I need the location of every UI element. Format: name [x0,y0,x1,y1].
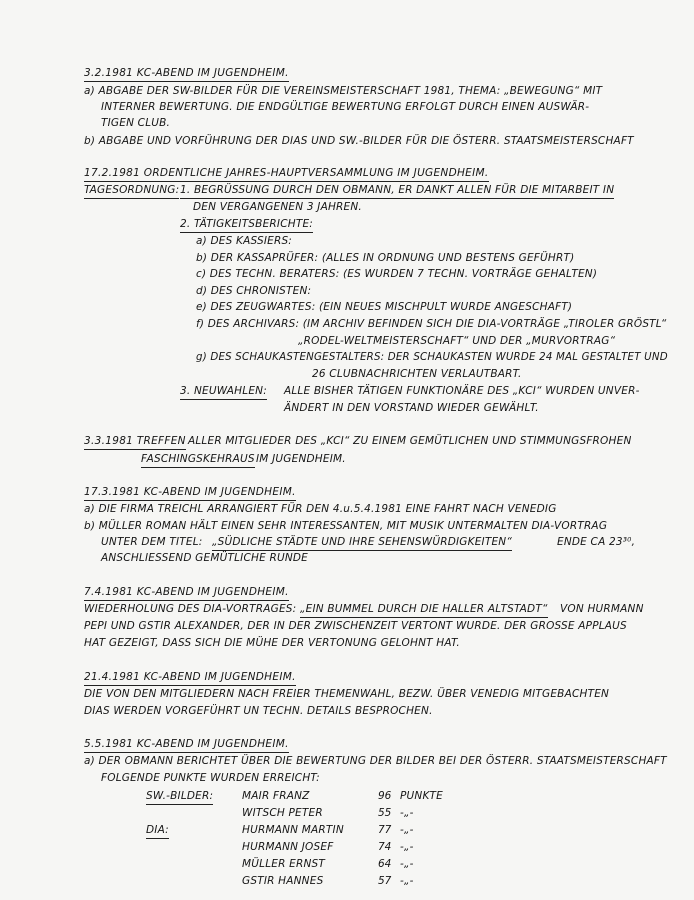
member-points: 64 [378,858,392,870]
text-line: DEN VERGANGENEN 3 JAHREN. [193,201,362,213]
text-line: g) DES SCHAUKASTENGESTALTERS: DER SCHAUKASTEN WURDE 24 MAL GESTALTET UND [196,351,668,363]
text-line: c) DES TECHN. BERATERS: (ES WURDEN 7 TECHN. VORTRÄGE GEHALTEN) [196,268,598,280]
text-line: ÄNDERT IN DEN VORSTAND WIEDER GEWÄHLT. [284,402,539,414]
member-name: MAIR FRANZ [242,790,310,802]
entry-heading: 17.3.1981 KC-ABEND IM JUGENDHEIM. [84,485,296,501]
text-line: 3. NEUWAHLEN: [180,384,267,400]
points-unit: -„- [400,858,414,870]
text-line: a) DES KASSIERS: [196,235,293,247]
text-line: HAT GEZEIGT, DASS SICH DIE MÜHE DER VERTONUNG GELOHNT HAT. [84,637,460,649]
text-line: ALLER MITGLIEDER DES „KCI“ ZU EINEM GEMÜTLICHEN UND STIMMUNGSFROHEN [188,435,632,447]
member-name: WITSCH PETER [242,807,323,819]
text-line: FOLGENDE PUNKTE WURDEN ERREICHT: [101,772,320,784]
member-name: GSTIR HANNES [242,875,324,887]
category-dia: DIA: [146,823,169,839]
text-line: DIAS WERDEN VORGEFÜHRT UN TECHN. DETAILS BESPROCHEN. [84,705,433,717]
text-line: f) DES ARCHIVARS: (IM ARCHIV BEFINDEN SICH DIE DIA-VORTRÄGE „TIROLER GRÖSTL“ [196,318,667,330]
text-line: VON HURMANN [560,603,644,615]
text-line: TIGEN CLUB. [101,117,171,129]
member-name: MÜLLER ERNST [242,858,325,870]
points-unit: PUNKTE [400,790,444,802]
text-line: d) DES CHRONISTEN: [196,285,312,297]
text-line: IM JUGENDHEIM. [256,453,346,465]
text-line: WIEDERHOLUNG DES DIA-VORTRAGES: [84,603,297,615]
points-unit: -„- [400,807,414,819]
text-line: INTERNER BEWERTUNG. DIE ENDGÜLTIGE BEWERTUNG ERFOLGT DURCH EINEN AUSWÄR- [101,101,590,113]
text-line: 1. BEGRÜSSUNG DURCH DEN OBMANN, ER DANKT ALLEN FÜR DIE MITARBEIT IN [180,183,614,199]
text-line: „EIN BUMMEL DURCH DIE HALLER ALTSTADT“ [300,602,548,618]
agenda-label: TAGESORDNUNG: [84,183,179,199]
text-line: a) DIE FIRMA TREICHL ARRANGIERT FÜR DEN 4.u.5.4.1981 EINE FAHRT NACH VENEDIG [84,503,557,515]
entry-heading: 17.2.1981 ORDENTLICHE JAHRES-HAUPTVERSAMMLUNG IM JUGENDHEIM. [84,166,489,182]
entry-heading: 3.2.1981 KC-ABEND IM JUGENDHEIM. [84,66,289,82]
text-line: a) ABGABE DER SW-BILDER FÜR DIE VEREINSMEISTERSCHAFT 1981, THEMA: „BEWEGUNG“ MIT [84,85,603,97]
entry-heading: 5.5.1981 KC-ABEND IM JUGENDHEIM. [84,737,289,753]
member-points: 77 [378,824,392,836]
text-line: ANSCHLIESSEND GEMÜTLICHE RUNDE [101,552,309,564]
text-line: DIE VON DEN MITGLIEDERN NACH FREIER THEMENWAHL, BEZW. ÜBER VENEDIG MITGEBACHTEN [84,688,610,700]
text-line: b) ABGABE UND VORFÜHRUNG DER DIAS UND SW.-BILDER FÜR DIE ÖSTERR. STAATSMEISTERSCHAFT [84,135,634,147]
text-line: 26 CLUBNACHRICHTEN VERLAUTBART. [312,368,522,380]
text-line: „RODEL-WELTMEISTERSCHAFT“ UND DER „MURVORTRAG“ [298,335,616,347]
text-line: 2. TÄTIGKEITSBERICHTE: [180,217,313,233]
text-line: FASCHINGSKEHRAUS [141,452,255,468]
entry-heading: 7.4.1981 KC-ABEND IM JUGENDHEIM. [84,585,289,601]
text-line: UNTER DEM TITEL: [101,536,203,548]
text-line: „SÜDLICHE STÄDTE UND IHRE SEHENSWÜRDIGKEITEN“ [212,535,512,551]
points-unit: -„- [400,875,414,887]
member-points: 96 [378,790,392,802]
points-unit: -„- [400,824,414,836]
text-line: ALLE BISHER TÄTIGEN FUNKTIONÄRE DES „KCI“ WURDEN UNVER- [284,385,640,397]
member-points: 57 [378,875,392,887]
text-line: b) MÜLLER ROMAN HÄLT EINEN SEHR INTERESSANTEN, MIT MUSIK UNTERMALTEN DIA-VORTRAG [84,520,608,532]
text-line: a) DER OBMANN BERICHTET ÜBER DIE BEWERTUNG DER BILDER BEI DER ÖSTERR. STAATSMEISTERSCHAFT [84,755,667,767]
points-unit: -„- [400,841,414,853]
text-line: ENDE CA 23³⁰, [557,536,636,548]
entry-heading: 21.4.1981 KC-ABEND IM JUGENDHEIM. [84,670,296,686]
member-name: HURMANN JOSEF [242,841,334,853]
member-points: 74 [378,841,392,853]
category-sw-bilder: SW.-BILDER: [146,789,213,805]
member-name: HURMANN MARTIN [242,824,344,836]
member-points: 55 [378,807,392,819]
text-line: e) DES ZEUGWARTES: (EIN NEUES MISCHPULT WURDE ANGESCHAFT) [196,301,573,313]
text-line: PEPI UND GSTIR ALEXANDER, DER IN DER ZWISCHENZEIT VERTONT WURDE. DER GROSSE APPLAUS [84,620,627,632]
entry-heading: 3.3.1981 TREFFEN [84,434,186,450]
text-line: b) DER KASSAPRÜFER: (ALLES IN ORDNUNG UND BESTENS GEFÜHRT) [196,252,575,264]
